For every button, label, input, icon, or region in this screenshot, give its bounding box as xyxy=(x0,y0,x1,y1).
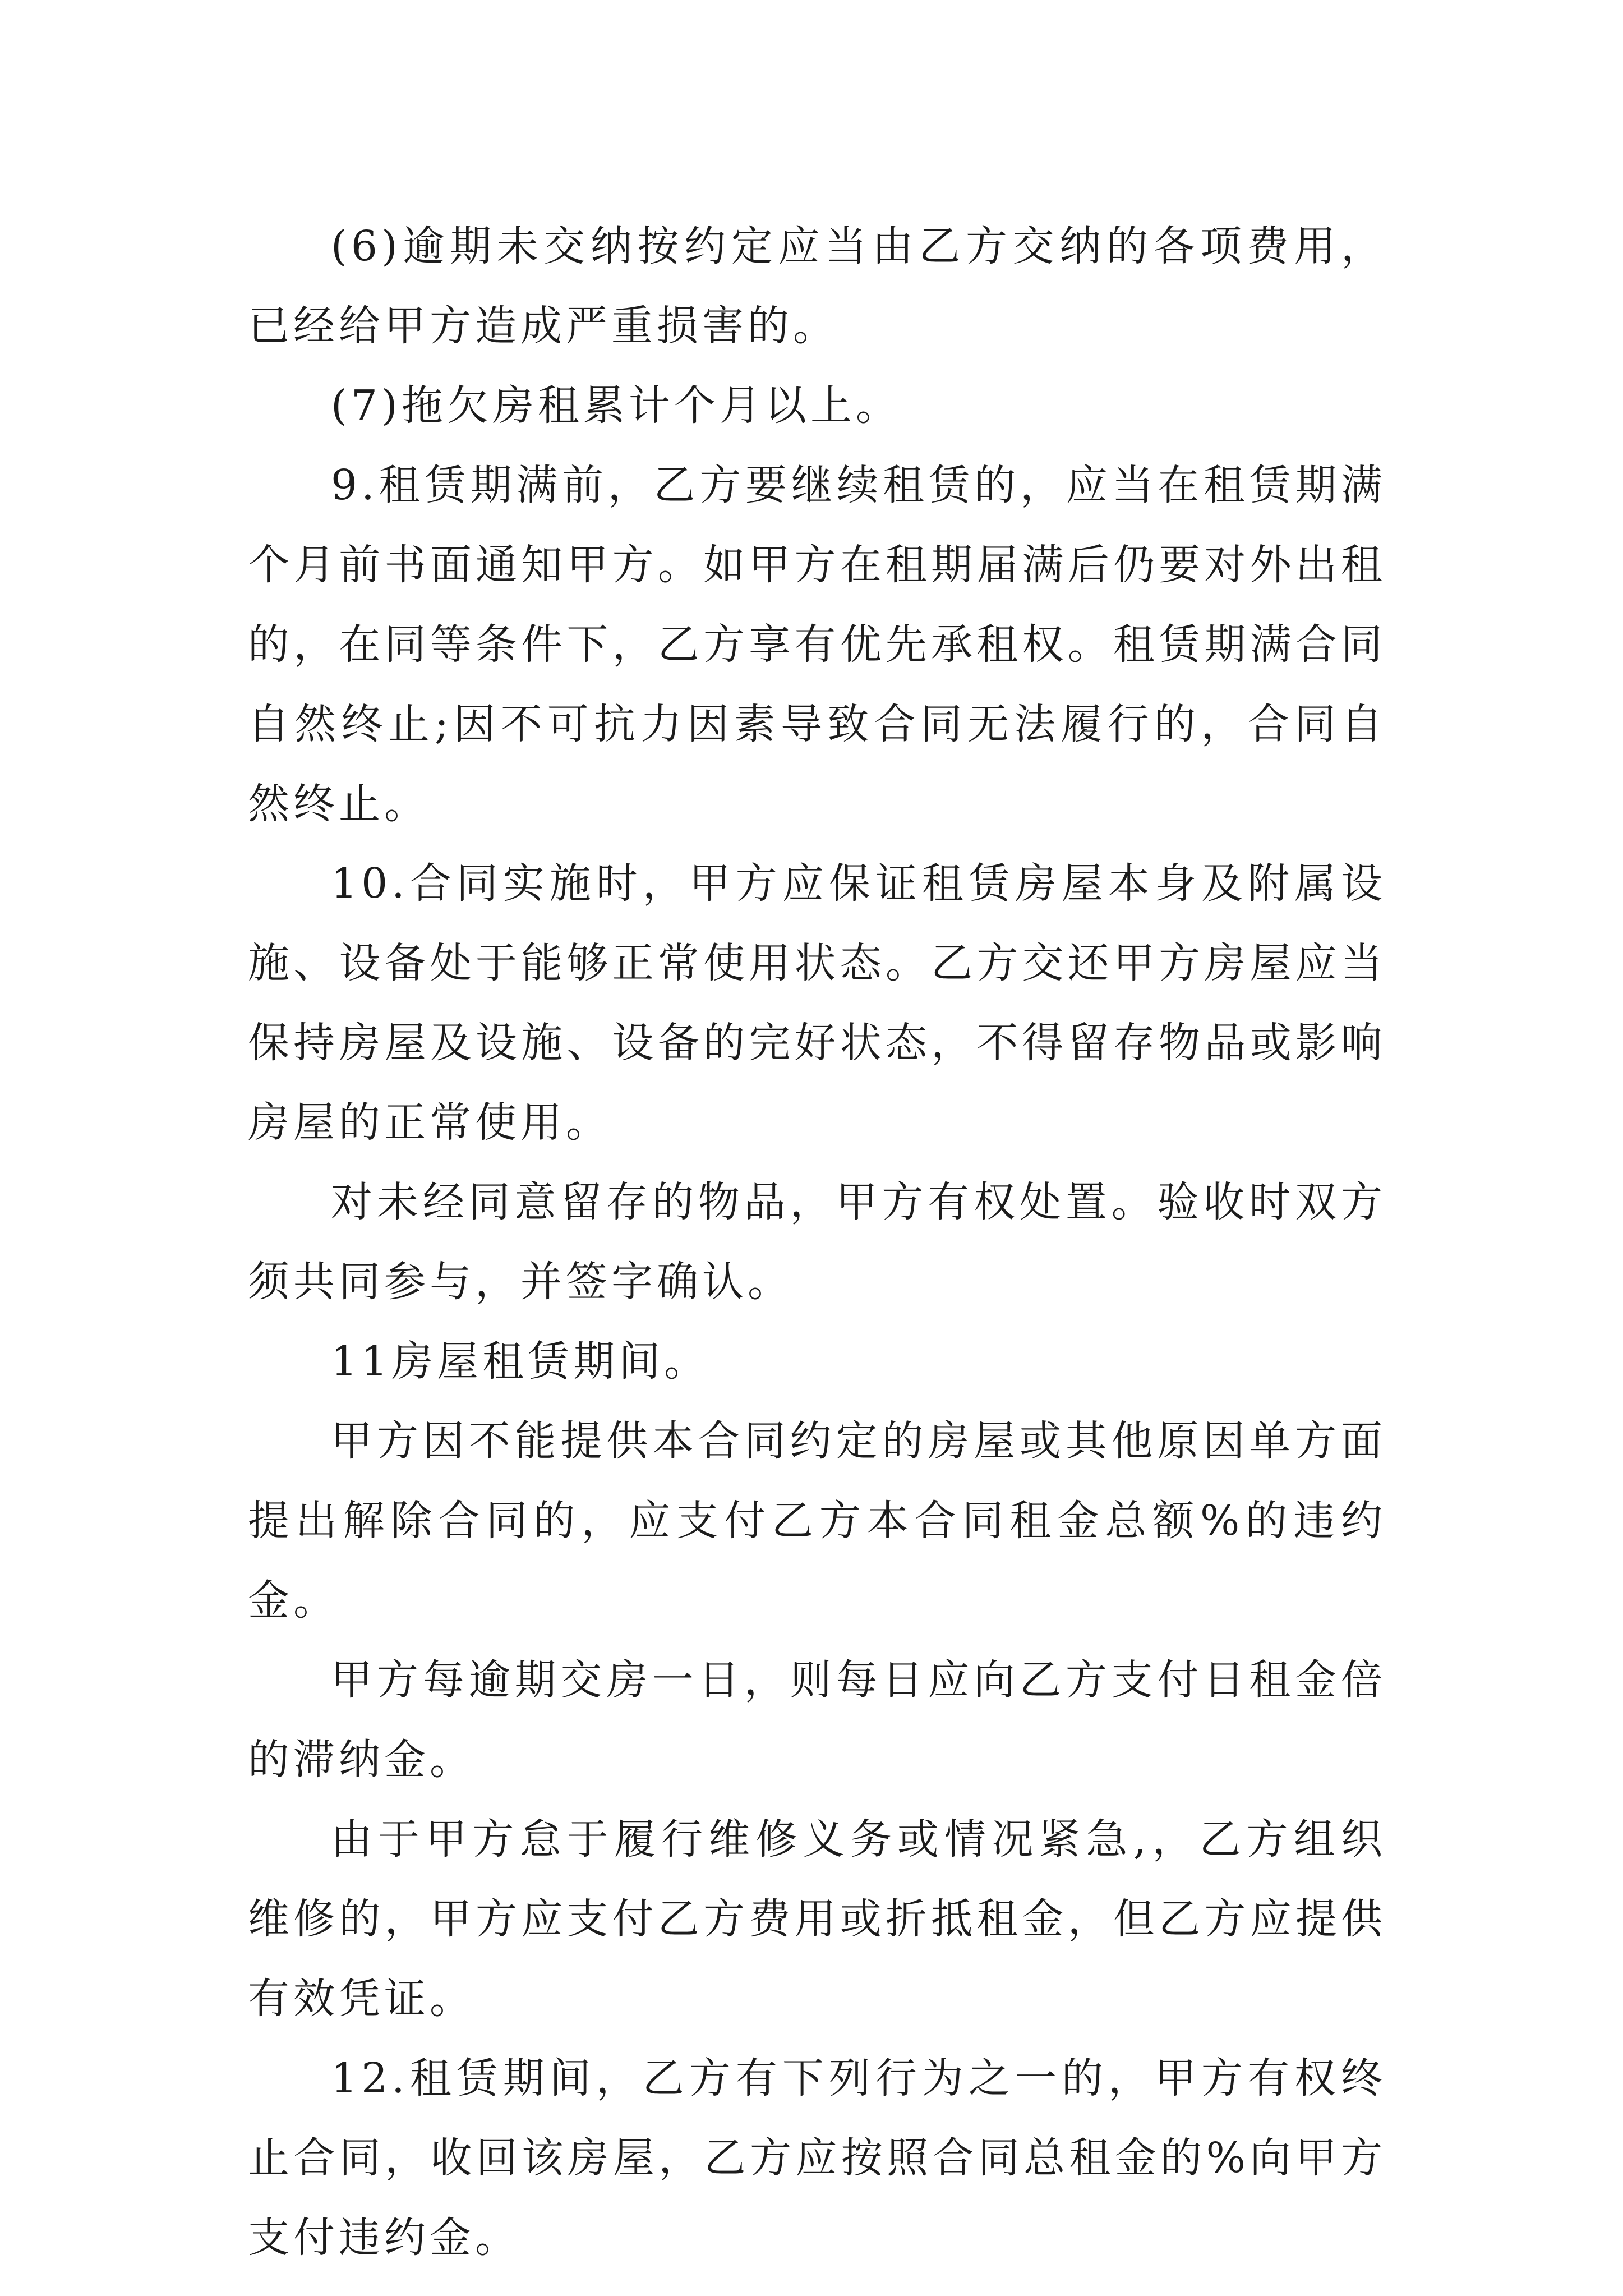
paragraph-late-delivery-fee: 甲方每逾期交房一日，则每日应向乙方支付日租金倍的滞纳金。 xyxy=(248,1656,1386,1784)
paragraph-clause-7: (7)拖欠房租累计个月以上。 xyxy=(331,381,901,430)
paragraph-unapproved-items: 对未经同意留存的物品，甲方有权处置。验收时双方须共同参与，并签字确认。 xyxy=(248,1178,1386,1306)
paragraph-clause-6: (6)逾期未交纳按约定应当由乙方交纳的各项费用，已经给甲方造成严重损害的。 xyxy=(248,222,1386,350)
paragraph-repair-obligation: 由于甲方怠于履行维修义务或情况紧急,，乙方组织维修的，甲方应支付乙方费用或折抵租金，但乙方应提供有效凭证。 xyxy=(248,1815,1386,2023)
paragraph-article-9: 9.租赁期满前，乙方要继续租赁的，应当在租赁期满个月前书面通知甲方。如甲方在租期届满后仍要对外出租的，在同等条件下，乙方享有优先承租权。租赁期满合同自然终止;因不可抗力因素导致合同无法履行的，合同自然终止。 xyxy=(248,461,1386,828)
document-body xyxy=(248,206,1386,2277)
paragraph-article-10: 10.合同实施时，甲方应保证租赁房屋本身及附属设施、设备处于能够正常使用状态。乙方交还甲方房屋应当保持房屋及设施、设备的完好状态，不得留存物品或影响房屋的正常使用。 xyxy=(248,859,1386,1147)
paragraph-termination-penalty: 甲方因不能提供本合同约定的房屋或其他原因单方面提出解除合同的，应支付乙方本合同租金总额%的违约金。 xyxy=(248,1417,1386,1625)
paragraph-article-11: 11房屋租赁期间。 xyxy=(331,1337,710,1386)
paragraph-article-12: 12.租赁期间，乙方有下列行为之一的，甲方有权终止合同，收回该房屋，乙方应按照合同总租金的%向甲方支付违约金。 xyxy=(248,2054,1386,2262)
